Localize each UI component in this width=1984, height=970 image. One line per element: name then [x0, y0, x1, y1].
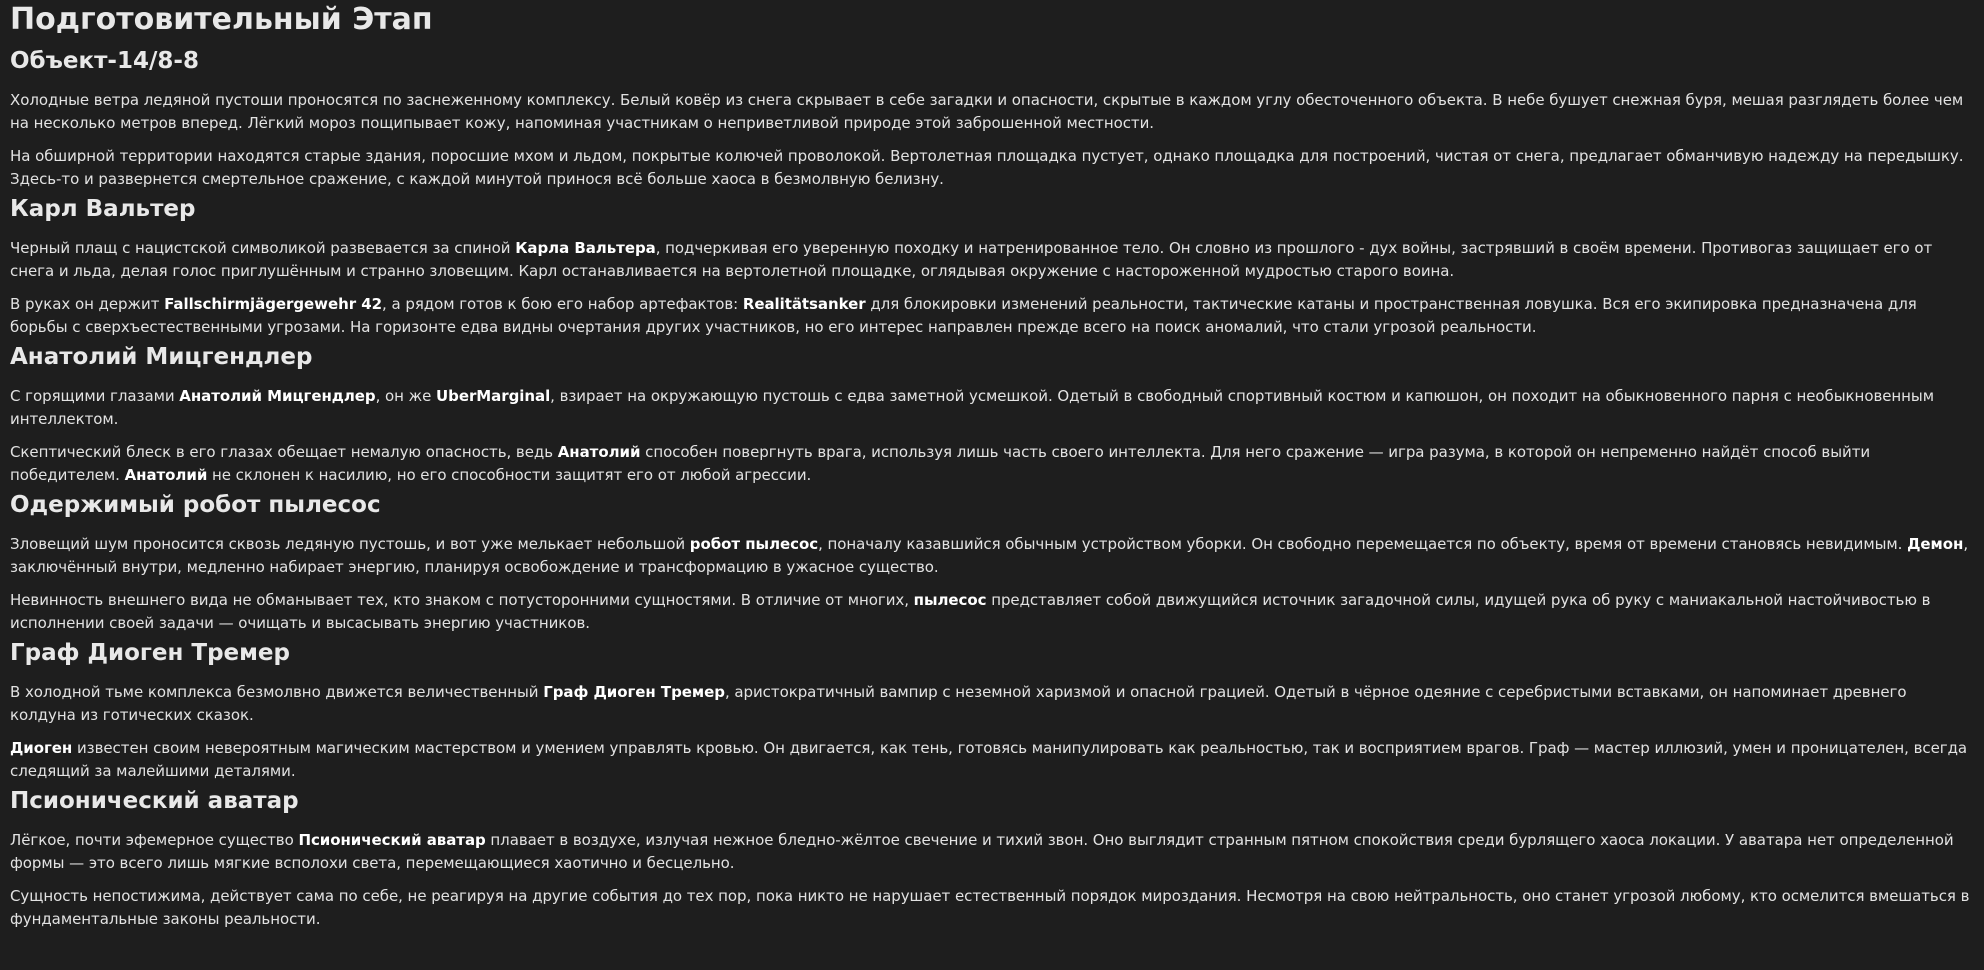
section-heading-diogen: Граф Диоген Тремер	[10, 640, 290, 666]
text-run: способен повергнуть врага, используя лишь часть своего интеллекта. Для него сражение — игра разума, в которой он непременно найдёт способ выйти победителем.	[10, 443, 1871, 484]
paragraph	[10, 681, 1974, 727]
bold-text: пылесос	[913, 591, 987, 609]
paragraph	[10, 885, 1974, 931]
text-run: , аристократичный вампир с неземной харизмой и опасной грацией. Одетый в чёрное одеяние с серебристыми вставками, он напоминает древнего колдуна из готических сказок.	[10, 683, 1907, 724]
paragraph	[10, 589, 1974, 635]
paragraph	[10, 441, 1974, 487]
text-run: Черный плащ с нацистской символикой развевается за спиной	[10, 239, 516, 257]
bold-text: Анатолий	[124, 466, 208, 484]
bold-text: Псионический аватар	[298, 831, 486, 849]
bold-text: Realitätsanker	[742, 295, 866, 313]
text-run: представляет собой движущийся источник загадочной силы, идущей рука об руку с маниакальной настойчивостью в исполнении своей задачи — очищать и высасывать энергию участников.	[10, 591, 1931, 632]
text-run: В руках он держит	[10, 295, 165, 313]
text-run: , заключённый внутри, медленно набирает энергию, планируя освобождение и трансформацию в ужасное существо.	[10, 535, 1969, 576]
paragraph	[10, 89, 1974, 135]
text-run: , он же	[375, 387, 436, 405]
paragraph	[10, 533, 1974, 579]
text-run: Зловещий шум проносится сквозь ледяную пустошь, и вот уже мелькает небольшой	[10, 535, 690, 553]
text-run: , а рядом готов к бою его набор артефактов:	[382, 295, 743, 313]
bold-text: Анатолий	[557, 443, 641, 461]
text-run: , подчеркивая его уверенную походку и натренированное тело. Он словно из прошлого - дух войны, застрявший в своём времени. Противогаз защищает его от снега и льда, делая голос приглушённым и странно зловещим. Карл останавливается на вертолетной площадке, оглядывая окружение с настороженной мудростью старого воина.	[10, 239, 1933, 280]
bold-text: робот пылесос	[689, 535, 819, 553]
section-heading-anatoly: Анатолий Мицгендлер	[10, 344, 313, 370]
text-run: На обширной территории находятся старые здания, поросшие мхом и льдом, покрытые колючей проволокой. Вертолетная площадка пустует, однако площадка для построений, чистая от снега, предлагает обманчивую надежду на передышку. Здесь-то и развернется смертельное сражение, с каждой минутой принося всё больше хаоса в безмолвную белизну.	[10, 147, 1964, 188]
text-run: С горящими глазами	[10, 387, 180, 405]
section-heading-karl: Карл Вальтер	[10, 196, 196, 222]
text-run: Невинность внешнего вида не обманывает тех, кто знаком с потусторонними сущностями. В отличие от многих,	[10, 591, 914, 609]
text-run: для блокировки изменений реальности, тактические катаны и пространственная ловушка. Вся его экипировка предназначена для борьбы с сверхъестественными угрозами. На горизонте едва видны очертания других участников, но его интерес направлен прежде всего на поиск аномалий, что стали угрозой реальности.	[10, 295, 1917, 336]
bold-text: Fallschirmjägergewehr 42	[164, 295, 383, 313]
section-heading-vacuum: Одержимый робот пылесос	[10, 492, 381, 518]
paragraph	[10, 737, 1974, 783]
bold-text: Демон	[1907, 535, 1964, 553]
bold-text: Диоген	[10, 739, 73, 757]
section-heading-avatar: Псионический аватар	[10, 788, 299, 814]
text-run: Скептический блеск в его глазах обещает немалую опасность, ведь	[10, 443, 558, 461]
text-run: Лёгкое, почти эфемерное существо	[10, 831, 299, 849]
paragraph	[10, 293, 1974, 339]
bold-text: UberMarginal	[436, 387, 551, 405]
page-title: Подготовительный Этап	[10, 2, 433, 37]
text-run: В холодной тьме комплекса безмолвно движется величественный	[10, 683, 544, 701]
text-run: , взирает на окружающую пустошь с едва заметной усмешкой. Одетый в свободный спортивный костюм и капюшон, он походит на обыкновенного парня с необыкновенным интеллектом.	[10, 387, 1934, 428]
text-run: плавает в воздухе, излучая нежное бледно-жёлтое свечение и тихий звон. Оно выглядит странным пятном спокойствия среди бурлящего хаоса локации. У аватара нет определенной формы — это всего лишь мягкие всполохи света, перемещающиеся хаотично и бесцельно.	[10, 831, 1954, 872]
text-run: известен своим невероятным магическим мастерством и умением управлять кровью. Он двигается, как тень, готовясь манипулировать как реальностью, так и восприятием врагов. Граф — мастер иллюзий, умен и проницателен, всегда следящий за малейшими деталями.	[10, 739, 1968, 780]
text-run: , поначалу казавшийся обычным устройством уборки. Он свободно перемещается по объекту, время от времени становясь невидимым.	[818, 535, 1908, 553]
paragraph	[10, 237, 1974, 283]
bold-text: Карла Вальтера	[515, 239, 656, 257]
section-heading-object: Объект-14/8-8	[10, 48, 199, 74]
text-run: не склонен к насилию, но его способности защитят его от любой агрессии.	[207, 466, 812, 484]
paragraph	[10, 145, 1974, 191]
paragraph	[10, 385, 1974, 431]
bold-text: Анатолий Мицгендлер	[179, 387, 376, 405]
text-run: Холодные ветра ледяной пустоши проносятся по заснеженному комплексу. Белый ковёр из снега скрывает в себе загадки и опасности, скрытые в каждом углу обесточенного объекта. В небе бушует снежная буря, мешая разглядеть более чем на несколько метров вперед. Лёгкий мороз пощипывает кожу, напоминая участникам о неприветливой природе этой заброшенной местности.	[10, 91, 1964, 132]
bold-text: Граф Диоген Тремер	[543, 683, 725, 701]
paragraph	[10, 829, 1974, 875]
text-run: Сущность непостижима, действует сама по себе, не реагируя на другие события до тех пор, пока никто не нарушает естественный порядок мироздания. Несмотря на свою нейтральность, оно станет угрозой любому, кто осмелится вмешаться в фундаментальные законы реальности.	[10, 887, 1970, 928]
